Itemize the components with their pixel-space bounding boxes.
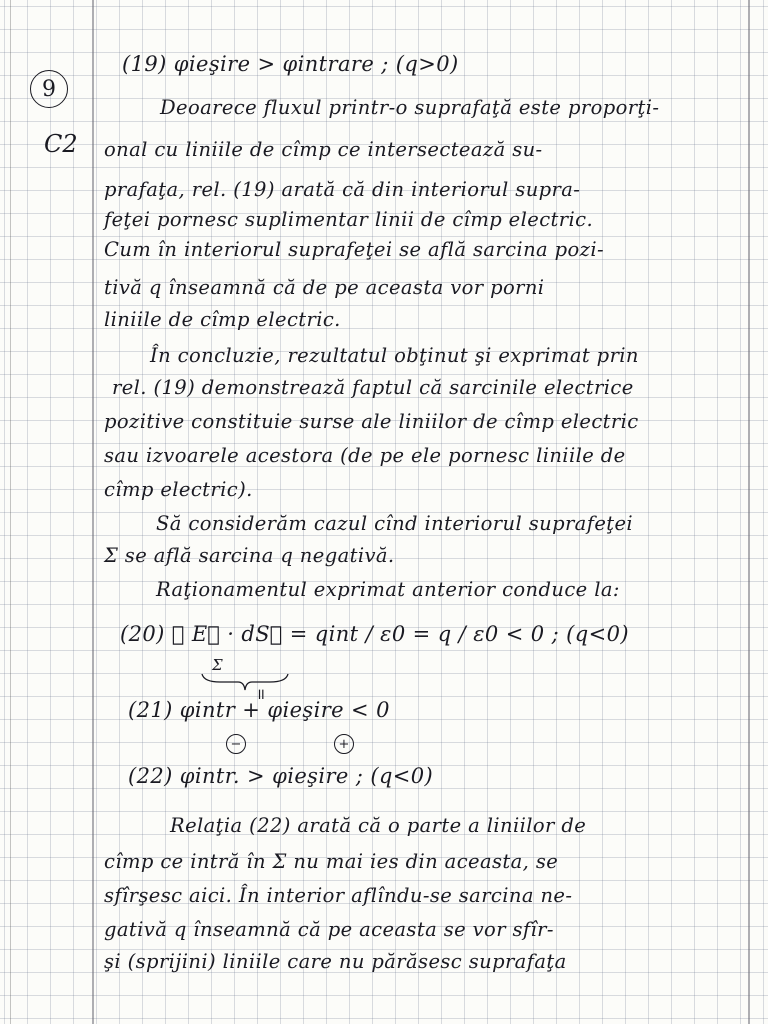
right-margin-line: [748, 0, 750, 1024]
text-line: feţei pornesc suplimentar linii de cîmp electric.: [104, 208, 594, 231]
text-line: rel. (19) demonstrează faptul că sarcinile electrice: [112, 376, 634, 399]
text-line: Σ se află sarcina q negativă.: [104, 544, 395, 567]
brace: [200, 672, 290, 694]
equation-20: (20) ∮ E⃗ · dS⃗ = qint / ε0 = q / ε0 < 0 ; (q<0): [120, 622, 629, 646]
minus-sign: −: [226, 734, 246, 754]
text-line: cîmp ce intră în Σ nu mai ies din aceasta, se: [104, 850, 559, 873]
text-line: şi (sprijini) liniile care nu părăsesc suprafaţa: [104, 950, 567, 973]
section-label: C2: [44, 130, 78, 158]
text-line: cîmp electric).: [104, 478, 253, 501]
page-number: 9: [30, 70, 68, 108]
left-margin-line: [92, 0, 94, 1024]
page-edge: [10, 0, 11, 1024]
plus-sign: +: [334, 734, 354, 754]
equation-21: (21) φintr + φieşire < 0: [128, 698, 390, 722]
text-line: În concluzie, rezultatul obţinut şi exprimat prin: [150, 344, 639, 367]
equation-19: (19) φieşire > φintrare ; (q>0): [122, 52, 459, 76]
text-line: tivă q înseamnă că de pe aceasta vor porni: [104, 276, 545, 299]
text-line: prafaţa, rel. (19) arată că din interiorul supra-: [104, 178, 581, 201]
equation-22: (22) φintr. > φieşire ; (q<0): [128, 764, 434, 788]
text-line: Cum în interiorul suprafeţei se află sarcina pozi-: [104, 238, 604, 261]
text-line: liniile de cîmp electric.: [104, 308, 341, 331]
text-line: Deoarece fluxul printr-o suprafaţă este proporţi-: [160, 96, 660, 119]
text-line: sau izvoarele acestora (de pe ele pornesc liniile de: [104, 444, 626, 467]
text-line: Raţionamentul exprimat anterior conduce la:: [156, 578, 620, 601]
equation-20-surface: Σ: [212, 656, 223, 674]
text-line: onal cu liniile de cîmp ce intersectează su-: [104, 138, 543, 161]
text-line: sfîrşesc aici. În interior aflîndu-se sarcina ne-: [104, 884, 573, 907]
text-line: pozitive constituie surse ale liniilor de cîmp electric: [104, 410, 639, 433]
text-line: Să considerăm cazul cînd interiorul suprafeţei: [156, 512, 634, 535]
text-line: Relaţia (22) arată că o parte a liniilor de: [170, 814, 587, 837]
equation-21-zero-mark: ॥: [256, 685, 265, 703]
text-line: gativă q înseamnă că pe aceasta se vor sfîr-: [104, 918, 554, 941]
